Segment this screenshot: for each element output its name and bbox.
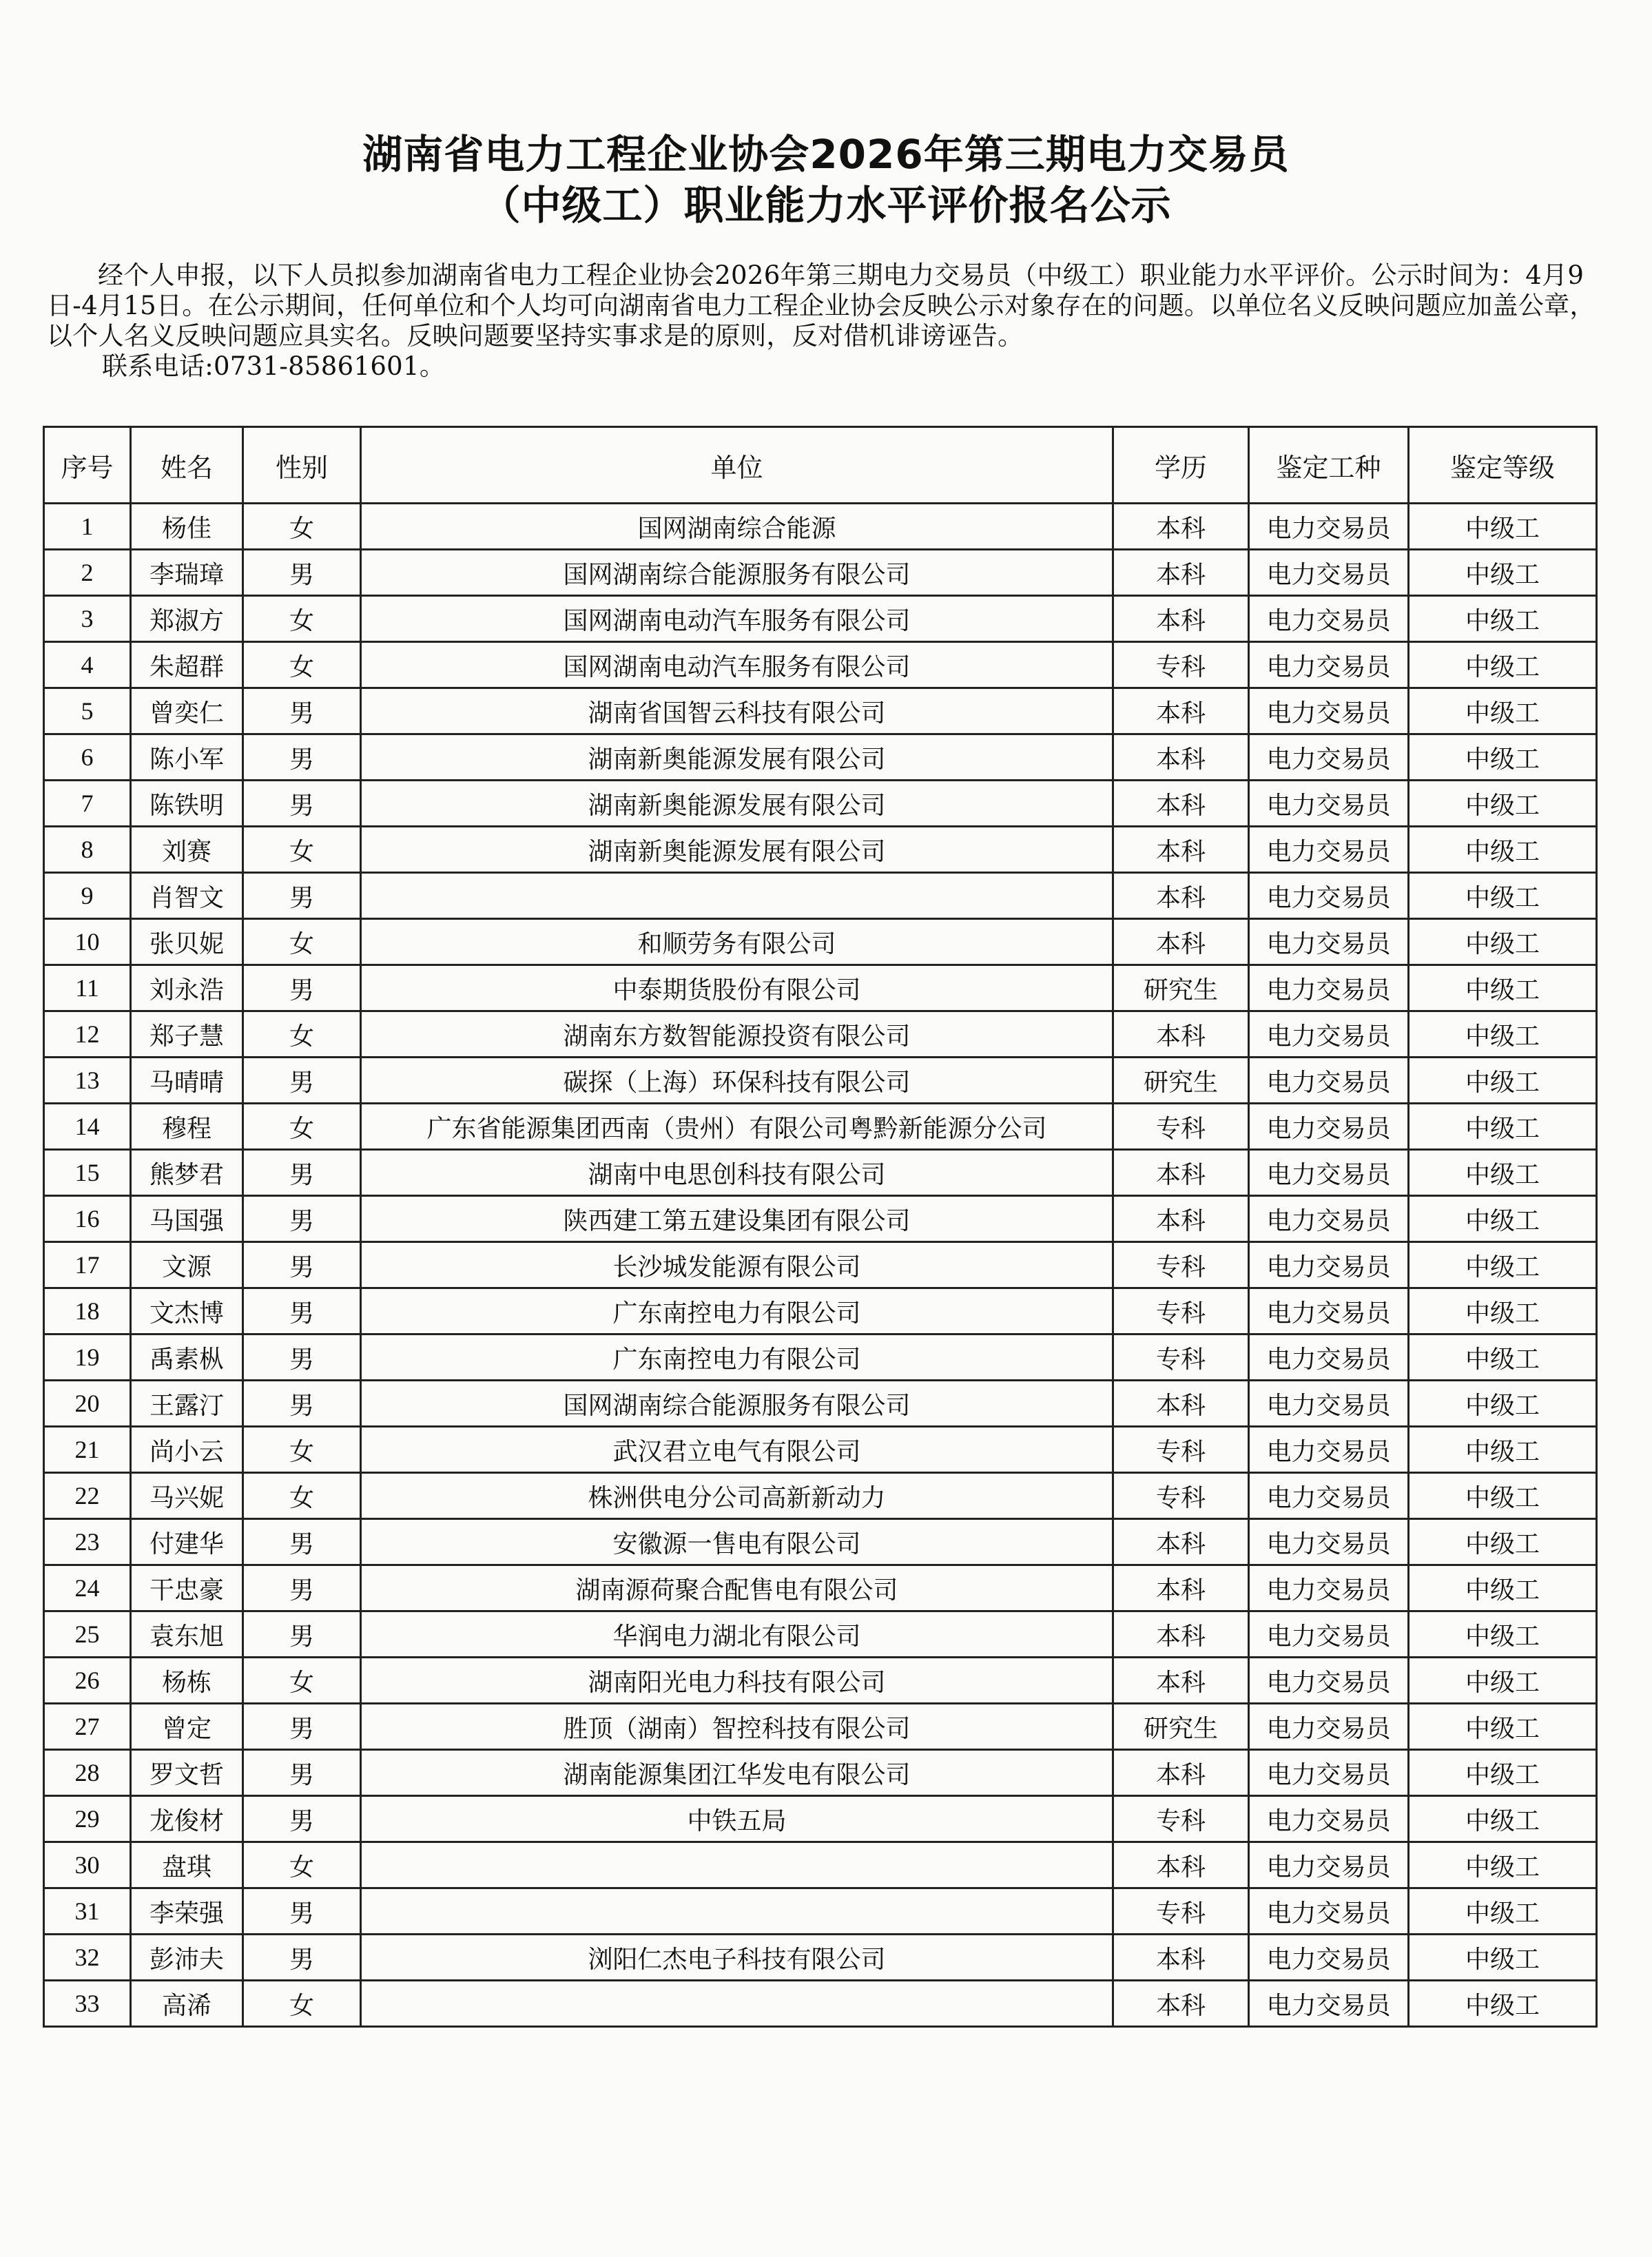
cell-gender: 男	[243, 873, 361, 919]
cell-unit: 华润电力湖北有限公司	[361, 1611, 1113, 1658]
cell-name: 杨栋	[131, 1658, 243, 1704]
table-row	[44, 1611, 1597, 1658]
cell-index: 16	[44, 1196, 131, 1242]
cell-index: 33	[44, 1981, 131, 2027]
cell-education: 本科	[1113, 550, 1249, 596]
cell-index: 20	[44, 1381, 131, 1427]
cell-trade: 电力交易员	[1249, 550, 1409, 596]
cell-name: 朱超群	[131, 642, 243, 688]
cell-unit: 国网湖南综合能源服务有限公司	[361, 1381, 1113, 1427]
table-row	[44, 1565, 1597, 1611]
cell-trade: 电力交易员	[1249, 1565, 1409, 1611]
cell-level: 中级工	[1409, 734, 1597, 781]
table-row	[44, 1334, 1597, 1381]
table-row	[44, 1427, 1597, 1473]
cell-index: 21	[44, 1427, 131, 1473]
cell-level: 中级工	[1409, 504, 1597, 550]
cell-index: 5	[44, 688, 131, 734]
cell-trade: 电力交易员	[1249, 504, 1409, 550]
table-row	[44, 1381, 1597, 1427]
cell-level: 中级工	[1409, 596, 1597, 642]
cell-name: 曾奕仁	[131, 688, 243, 734]
document-title-line2: （中级工）职业能力水平评价报名公示	[480, 182, 1172, 229]
table-row	[44, 1150, 1597, 1196]
table-row	[44, 1473, 1597, 1519]
cell-gender: 男	[243, 965, 361, 1011]
header-trade: 鉴定工种	[1249, 427, 1409, 504]
cell-unit: 湖南源荷聚合配售电有限公司	[361, 1565, 1113, 1611]
cell-trade: 电力交易员	[1249, 1658, 1409, 1704]
cell-unit	[361, 1888, 1113, 1935]
cell-trade: 电力交易员	[1249, 1427, 1409, 1473]
header-education: 学历	[1113, 427, 1249, 504]
cell-name: 干忠豪	[131, 1565, 243, 1611]
table-row	[44, 1196, 1597, 1242]
cell-name: 盘琪	[131, 1842, 243, 1888]
header-unit: 单位	[361, 427, 1113, 504]
cell-education: 专科	[1113, 1242, 1249, 1288]
cell-gender: 男	[243, 550, 361, 596]
cell-trade: 电力交易员	[1249, 1981, 1409, 2027]
cell-education: 专科	[1113, 1104, 1249, 1150]
cell-name: 肖智文	[131, 873, 243, 919]
header-name: 姓名	[131, 427, 243, 504]
cell-education: 本科	[1113, 1842, 1249, 1888]
cell-education: 本科	[1113, 919, 1249, 965]
cell-index: 32	[44, 1935, 131, 1981]
cell-name: 李瑞璋	[131, 550, 243, 596]
cell-trade: 电力交易员	[1249, 1473, 1409, 1519]
cell-trade: 电力交易员	[1249, 1150, 1409, 1196]
cell-gender: 男	[243, 1242, 361, 1288]
cell-name: 熊梦君	[131, 1150, 243, 1196]
cell-trade: 电力交易员	[1249, 1011, 1409, 1058]
cell-education: 专科	[1113, 1427, 1249, 1473]
cell-gender: 女	[243, 596, 361, 642]
cell-unit: 湖南省国智云科技有限公司	[361, 688, 1113, 734]
cell-education: 专科	[1113, 1473, 1249, 1519]
cell-unit: 广东南控电力有限公司	[361, 1288, 1113, 1334]
cell-education: 本科	[1113, 1935, 1249, 1981]
cell-level: 中级工	[1409, 1888, 1597, 1935]
cell-gender: 女	[243, 504, 361, 550]
cell-level: 中级工	[1409, 1011, 1597, 1058]
cell-level: 中级工	[1409, 688, 1597, 734]
cell-level: 中级工	[1409, 1611, 1597, 1658]
cell-unit: 安徽源一售电有限公司	[361, 1519, 1113, 1565]
table-row	[44, 1750, 1597, 1796]
cell-level: 中级工	[1409, 1935, 1597, 1981]
cell-index: 15	[44, 1150, 131, 1196]
cell-education: 本科	[1113, 781, 1249, 827]
cell-level: 中级工	[1409, 1519, 1597, 1565]
cell-index: 29	[44, 1796, 131, 1842]
cell-name: 尚小云	[131, 1427, 243, 1473]
cell-name: 李荣强	[131, 1888, 243, 1935]
cell-unit: 长沙城发能源有限公司	[361, 1242, 1113, 1288]
cell-education: 本科	[1113, 1750, 1249, 1796]
cell-level: 中级工	[1409, 1196, 1597, 1242]
cell-unit: 株洲供电分公司高新新动力	[361, 1473, 1113, 1519]
table-row	[44, 873, 1597, 919]
cell-education: 本科	[1113, 1519, 1249, 1565]
cell-level: 中级工	[1409, 1658, 1597, 1704]
cell-education: 本科	[1113, 827, 1249, 873]
table-row	[44, 688, 1597, 734]
cell-gender: 男	[243, 1796, 361, 1842]
header-gender: 性别	[243, 427, 361, 504]
cell-gender: 女	[243, 1842, 361, 1888]
cell-gender: 男	[243, 1058, 361, 1104]
table-row	[44, 1058, 1597, 1104]
cell-index: 12	[44, 1011, 131, 1058]
cell-level: 中级工	[1409, 1058, 1597, 1104]
cell-name: 马晴晴	[131, 1058, 243, 1104]
contact-phone: 联系电话:0731-85861601。	[102, 351, 446, 381]
cell-index: 23	[44, 1519, 131, 1565]
cell-index: 8	[44, 827, 131, 873]
table-row	[44, 596, 1597, 642]
table-row	[44, 1935, 1597, 1981]
notice-block	[47, 260, 1602, 382]
cell-name: 刘永浩	[131, 965, 243, 1011]
table-row	[44, 1796, 1597, 1842]
cell-education: 研究生	[1113, 1058, 1249, 1104]
cell-trade: 电力交易员	[1249, 965, 1409, 1011]
cell-education: 本科	[1113, 1196, 1249, 1242]
cell-index: 6	[44, 734, 131, 781]
cell-level: 中级工	[1409, 1427, 1597, 1473]
cell-name: 穆程	[131, 1104, 243, 1150]
cell-unit: 广东省能源集团西南（贵州）有限公司粤黔新能源分公司	[361, 1104, 1113, 1150]
cell-name: 高浠	[131, 1981, 243, 2027]
cell-education: 研究生	[1113, 965, 1249, 1011]
cell-index: 25	[44, 1611, 131, 1658]
table-row	[44, 919, 1597, 965]
cell-trade: 电力交易员	[1249, 827, 1409, 873]
cell-name: 龙俊材	[131, 1796, 243, 1842]
cell-unit	[361, 873, 1113, 919]
cell-education: 本科	[1113, 596, 1249, 642]
cell-trade: 电力交易员	[1249, 1704, 1409, 1750]
cell-trade: 电力交易员	[1249, 781, 1409, 827]
table-row	[44, 1011, 1597, 1058]
cell-gender: 男	[243, 1150, 361, 1196]
cell-name: 曾定	[131, 1704, 243, 1750]
cell-gender: 女	[243, 1011, 361, 1058]
cell-education: 本科	[1113, 1381, 1249, 1427]
cell-gender: 女	[243, 919, 361, 965]
cell-name: 陈铁明	[131, 781, 243, 827]
cell-level: 中级工	[1409, 1565, 1597, 1611]
cell-gender: 男	[243, 1888, 361, 1935]
cell-name: 马国强	[131, 1196, 243, 1242]
cell-name: 文源	[131, 1242, 243, 1288]
cell-level: 中级工	[1409, 550, 1597, 596]
cell-education: 专科	[1113, 1334, 1249, 1381]
cell-index: 1	[44, 504, 131, 550]
table-row	[44, 965, 1597, 1011]
header-level: 鉴定等级	[1409, 427, 1597, 504]
cell-level: 中级工	[1409, 1796, 1597, 1842]
cell-unit: 湖南阳光电力科技有限公司	[361, 1658, 1113, 1704]
cell-index: 11	[44, 965, 131, 1011]
cell-level: 中级工	[1409, 965, 1597, 1011]
cell-trade: 电力交易员	[1249, 688, 1409, 734]
cell-gender: 男	[243, 1196, 361, 1242]
table-row	[44, 827, 1597, 873]
cell-trade: 电力交易员	[1249, 1242, 1409, 1288]
cell-gender: 女	[243, 1981, 361, 2027]
cell-index: 13	[44, 1058, 131, 1104]
cell-education: 本科	[1113, 1658, 1249, 1704]
cell-level: 中级工	[1409, 1381, 1597, 1427]
cell-name: 杨佳	[131, 504, 243, 550]
cell-gender: 男	[243, 1334, 361, 1381]
cell-index: 3	[44, 596, 131, 642]
cell-index: 4	[44, 642, 131, 688]
cell-index: 18	[44, 1288, 131, 1334]
table-row	[44, 734, 1597, 781]
cell-unit: 和顺劳务有限公司	[361, 919, 1113, 965]
cell-education: 本科	[1113, 1981, 1249, 2027]
cell-trade: 电力交易员	[1249, 642, 1409, 688]
cell-unit: 湖南能源集团江华发电有限公司	[361, 1750, 1113, 1796]
cell-gender: 女	[243, 1473, 361, 1519]
cell-unit: 国网湖南综合能源	[361, 504, 1113, 550]
cell-index: 17	[44, 1242, 131, 1288]
cell-unit: 国网湖南综合能源服务有限公司	[361, 550, 1113, 596]
table-row	[44, 1519, 1597, 1565]
cell-name: 王露汀	[131, 1381, 243, 1427]
cell-education: 本科	[1113, 504, 1249, 550]
cell-level: 中级工	[1409, 873, 1597, 919]
applicant-table	[43, 426, 1598, 2028]
cell-education: 专科	[1113, 1796, 1249, 1842]
cell-trade: 电力交易员	[1249, 1935, 1409, 1981]
cell-index: 19	[44, 1334, 131, 1381]
cell-level: 中级工	[1409, 1288, 1597, 1334]
cell-level: 中级工	[1409, 1242, 1597, 1288]
cell-name: 禹素枞	[131, 1334, 243, 1381]
cell-trade: 电力交易员	[1249, 1611, 1409, 1658]
cell-unit: 湖南东方数智能源投资有限公司	[361, 1011, 1113, 1058]
cell-gender: 男	[243, 1565, 361, 1611]
cell-unit: 湖南新奥能源发展有限公司	[361, 781, 1113, 827]
cell-index: 30	[44, 1842, 131, 1888]
table-row	[44, 1704, 1597, 1750]
cell-level: 中级工	[1409, 1150, 1597, 1196]
cell-unit: 湖南新奥能源发展有限公司	[361, 827, 1113, 873]
cell-name: 罗文哲	[131, 1750, 243, 1796]
cell-unit: 碳探（上海）环保科技有限公司	[361, 1058, 1113, 1104]
cell-gender: 男	[243, 781, 361, 827]
cell-unit: 武汉君立电气有限公司	[361, 1427, 1113, 1473]
table-row	[44, 781, 1597, 827]
table-row	[44, 504, 1597, 550]
cell-education: 专科	[1113, 1288, 1249, 1334]
cell-trade: 电力交易员	[1249, 1288, 1409, 1334]
cell-unit: 胜顶（湖南）智控科技有限公司	[361, 1704, 1113, 1750]
cell-trade: 电力交易员	[1249, 1842, 1409, 1888]
cell-name: 刘赛	[131, 827, 243, 873]
cell-unit	[361, 1842, 1113, 1888]
cell-index: 14	[44, 1104, 131, 1150]
notice-paragraph: 经个人申报，以下人员拟参加湖南省电力工程企业协会2026年第三期电力交易员（中级工）职业能力水平评价。公示时间为：4月9日-4月15日。在公示期间，任何单位和个人均可向湖南省电力工程企业协会反映公示对象存在的问题。以单位名义反映问题应加盖公章，以个人名义反映问题应具实名。反映问题要坚持实事求是的原则，反对借机诽谤诬告。	[47, 260, 1596, 351]
cell-index: 27	[44, 1704, 131, 1750]
cell-gender: 女	[243, 642, 361, 688]
table-header-row	[44, 427, 1597, 504]
cell-education: 本科	[1113, 1011, 1249, 1058]
cell-level: 中级工	[1409, 1104, 1597, 1150]
cell-education: 本科	[1113, 688, 1249, 734]
cell-trade: 电力交易员	[1249, 873, 1409, 919]
table-row	[44, 1658, 1597, 1704]
cell-gender: 男	[243, 1519, 361, 1565]
cell-level: 中级工	[1409, 781, 1597, 827]
cell-trade: 电力交易员	[1249, 1381, 1409, 1427]
cell-trade: 电力交易员	[1249, 1796, 1409, 1842]
cell-level: 中级工	[1409, 827, 1597, 873]
table-row	[44, 1981, 1597, 2027]
header-index: 序号	[44, 427, 131, 504]
cell-unit: 中泰期货股份有限公司	[361, 965, 1113, 1011]
cell-index: 10	[44, 919, 131, 965]
cell-gender: 男	[243, 1288, 361, 1334]
cell-education: 本科	[1113, 734, 1249, 781]
cell-trade: 电力交易员	[1249, 1750, 1409, 1796]
cell-education: 本科	[1113, 1150, 1249, 1196]
cell-gender: 男	[243, 1704, 361, 1750]
cell-name: 陈小军	[131, 734, 243, 781]
cell-education: 专科	[1113, 642, 1249, 688]
cell-level: 中级工	[1409, 1981, 1597, 2027]
table-row	[44, 550, 1597, 596]
table-row	[44, 1288, 1597, 1334]
cell-trade: 电力交易员	[1249, 919, 1409, 965]
cell-index: 26	[44, 1658, 131, 1704]
cell-name: 马兴妮	[131, 1473, 243, 1519]
cell-unit: 陕西建工第五建设集团有限公司	[361, 1196, 1113, 1242]
cell-gender: 女	[243, 1104, 361, 1150]
table-row	[44, 1104, 1597, 1150]
cell-education: 本科	[1113, 1611, 1249, 1658]
cell-name: 郑子慧	[131, 1011, 243, 1058]
cell-unit	[361, 1981, 1113, 2027]
cell-trade: 电力交易员	[1249, 1519, 1409, 1565]
cell-name: 付建华	[131, 1519, 243, 1565]
cell-trade: 电力交易员	[1249, 1104, 1409, 1150]
cell-name: 郑淑方	[131, 596, 243, 642]
cell-education: 专科	[1113, 1888, 1249, 1935]
cell-trade: 电力交易员	[1249, 734, 1409, 781]
cell-gender: 男	[243, 1750, 361, 1796]
cell-index: 9	[44, 873, 131, 919]
cell-name: 彭沛夫	[131, 1935, 243, 1981]
cell-education: 本科	[1113, 1565, 1249, 1611]
cell-index: 28	[44, 1750, 131, 1796]
cell-level: 中级工	[1409, 642, 1597, 688]
cell-unit: 国网湖南电动汽车服务有限公司	[361, 642, 1113, 688]
cell-trade: 电力交易员	[1249, 1196, 1409, 1242]
cell-level: 中级工	[1409, 1473, 1597, 1519]
cell-index: 7	[44, 781, 131, 827]
cell-education: 本科	[1113, 873, 1249, 919]
cell-name: 张贝妮	[131, 919, 243, 965]
cell-unit: 湖南新奥能源发展有限公司	[361, 734, 1113, 781]
cell-index: 31	[44, 1888, 131, 1935]
cell-trade: 电力交易员	[1249, 596, 1409, 642]
cell-unit: 广东南控电力有限公司	[361, 1334, 1113, 1381]
cell-index: 2	[44, 550, 131, 596]
cell-level: 中级工	[1409, 919, 1597, 965]
cell-index: 24	[44, 1565, 131, 1611]
cell-trade: 电力交易员	[1249, 1058, 1409, 1104]
cell-gender: 女	[243, 1658, 361, 1704]
table-row	[44, 1842, 1597, 1888]
cell-unit: 国网湖南电动汽车服务有限公司	[361, 596, 1113, 642]
cell-name: 袁东旭	[131, 1611, 243, 1658]
table-row	[44, 1242, 1597, 1288]
table-row	[44, 642, 1597, 688]
cell-education: 研究生	[1113, 1704, 1249, 1750]
cell-gender: 女	[243, 827, 361, 873]
cell-level: 中级工	[1409, 1704, 1597, 1750]
cell-unit: 湖南中电思创科技有限公司	[361, 1150, 1113, 1196]
cell-trade: 电力交易员	[1249, 1334, 1409, 1381]
cell-level: 中级工	[1409, 1842, 1597, 1888]
cell-gender: 男	[243, 688, 361, 734]
cell-gender: 男	[243, 1381, 361, 1427]
document-title-line1: 湖南省电力工程企业协会2026年第三期电力交易员	[362, 131, 1290, 178]
cell-gender: 女	[243, 1427, 361, 1473]
cell-trade: 电力交易员	[1249, 1888, 1409, 1935]
cell-name: 文杰博	[131, 1288, 243, 1334]
cell-gender: 男	[243, 1935, 361, 1981]
cell-index: 22	[44, 1473, 131, 1519]
cell-gender: 男	[243, 1611, 361, 1658]
cell-gender: 男	[243, 734, 361, 781]
cell-level: 中级工	[1409, 1750, 1597, 1796]
table-row	[44, 1888, 1597, 1935]
cell-unit: 浏阳仁杰电子科技有限公司	[361, 1935, 1113, 1981]
cell-level: 中级工	[1409, 1334, 1597, 1381]
cell-unit: 中铁五局	[361, 1796, 1113, 1842]
